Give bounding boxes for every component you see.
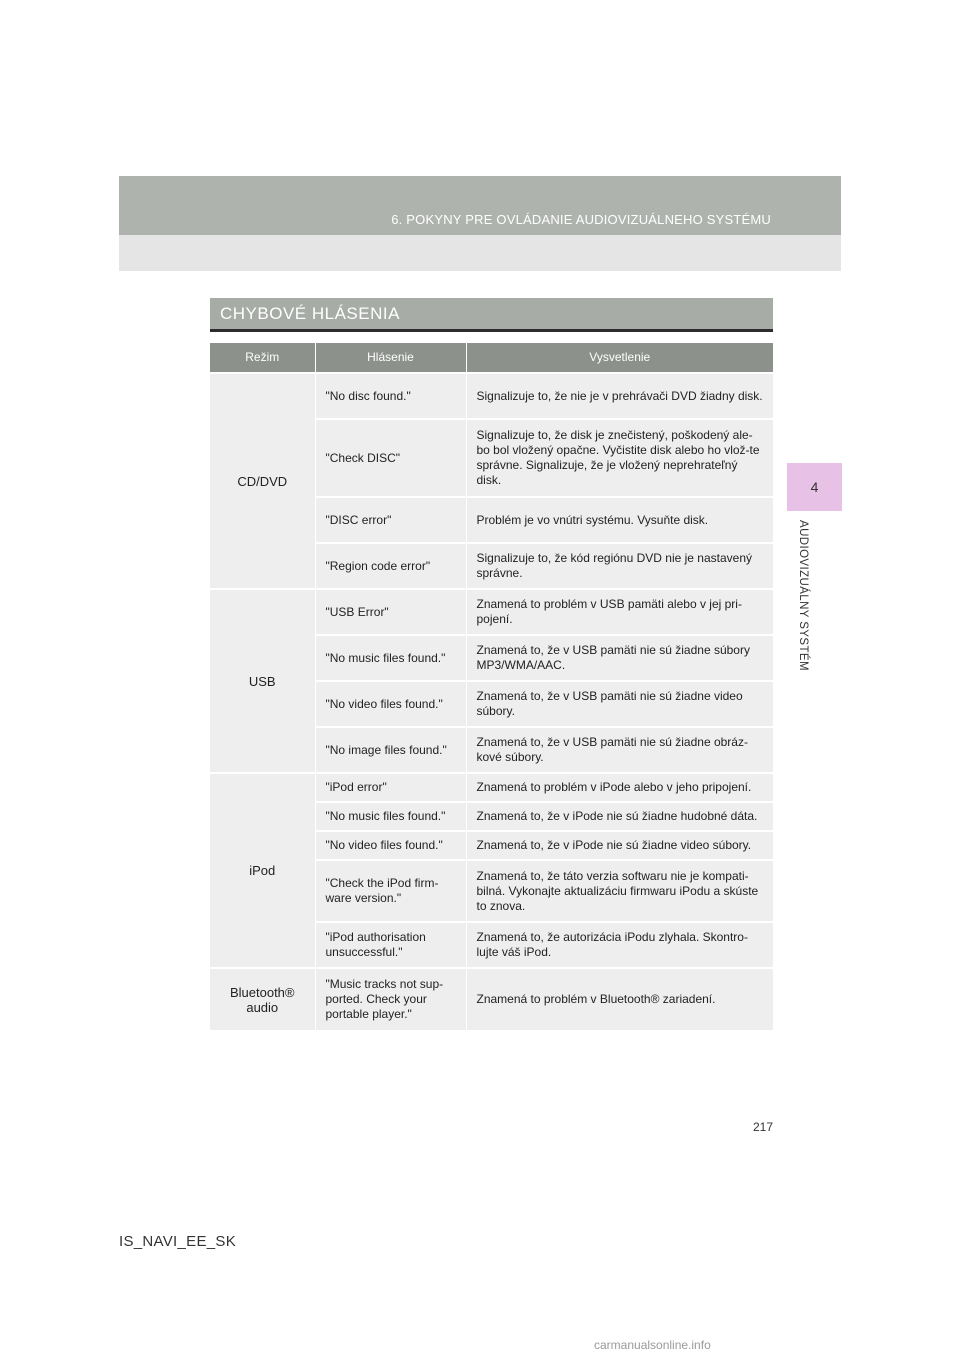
message-cell: "No music files found."	[315, 635, 466, 681]
table-row	[210, 773, 773, 802]
table-row	[210, 373, 773, 419]
mode-cell: CD/DVD	[210, 373, 315, 589]
explanation-cell: Znamená to, že v iPode nie sú žiadne video súbory.	[466, 831, 773, 860]
table-row	[210, 968, 773, 1030]
mode-cell: Bluetooth® audio	[210, 968, 315, 1030]
chapter-side-label: AUDIOVIZUÁLNY SYSTÉM	[797, 520, 809, 671]
message-cell: "No video files found."	[315, 681, 466, 727]
explanation-cell: Problém je vo vnútri systému. Vysuňte disk.	[466, 497, 773, 543]
message-cell: "iPod error"	[315, 773, 466, 802]
explanation-cell: Znamená to problém v Bluetooth® zariadení.	[466, 968, 773, 1030]
explanation-cell: Znamená to, že autorizácia iPodu zlyhala. Skontro-lujte váš iPod.	[466, 922, 773, 968]
table-header-row	[210, 343, 773, 373]
watermark: carmanualsonline.info	[594, 1338, 711, 1352]
message-cell: "DISC error"	[315, 497, 466, 543]
error-messages-table	[210, 343, 773, 1030]
message-cell: "No image files found."	[315, 727, 466, 773]
column-header-mode: Režim	[210, 343, 315, 373]
chapter-tab	[787, 463, 842, 511]
message-cell: "iPod authorisation unsuccessful."	[315, 922, 466, 968]
message-cell: "No disc found."	[315, 373, 466, 419]
explanation-cell: Znamená to problém v iPode alebo v jeho pripojení.	[466, 773, 773, 802]
chapter-title: 6. POKYNY PRE OVLÁDANIE AUDIOVIZUÁLNEHO SYSTÉMU	[391, 212, 771, 227]
explanation-cell: Znamená to, že v USB pamäti nie sú žiadne obráz-kové súbory.	[466, 727, 773, 773]
message-cell: "Check DISC"	[315, 419, 466, 497]
page-number: 217	[752, 1120, 773, 1134]
explanation-cell: Znamená to, že v iPode nie sú žiadne hudobné dáta.	[466, 802, 773, 831]
explanation-cell: Znamená to problém v USB pamäti alebo v jej pri-pojení.	[466, 589, 773, 635]
chapter-number: 4	[810, 479, 819, 495]
mode-cell: iPod	[210, 773, 315, 968]
header-bar	[119, 176, 841, 235]
column-header-message: Hlásenie	[315, 343, 466, 373]
message-cell: "Music tracks not sup-ported. Check your portable player."	[315, 968, 466, 1030]
explanation-cell: Znamená to, že táto verzia softwaru nie je kompati-bilná. Vykonajte aktualizáciu firmwaru iPodu a skúste to znova.	[466, 860, 773, 922]
message-cell: "No video files found."	[315, 831, 466, 860]
explanation-cell: Signalizuje to, že nie je v prehrávači DVD žiadny disk.	[466, 373, 773, 419]
table-row	[210, 589, 773, 635]
explanation-cell: Znamená to, že v USB pamäti nie sú žiadne video súbory.	[466, 681, 773, 727]
section-heading	[210, 298, 773, 332]
message-cell: "No music files found."	[315, 802, 466, 831]
message-cell: "USB Error"	[315, 589, 466, 635]
header-band	[119, 176, 841, 271]
message-cell: "Check the iPod firm-ware version."	[315, 860, 466, 922]
column-header-explanation: Vysvetlenie	[466, 343, 773, 373]
document-code: IS_NAVI_EE_SK	[119, 1233, 237, 1250]
explanation-cell: Signalizuje to, že kód regiónu DVD nie je nastavený správne.	[466, 543, 773, 589]
message-cell: "Region code error"	[315, 543, 466, 589]
explanation-cell: Signalizuje to, že disk je znečistený, poškodený ale-bo bol vložený opačne. Vyčistite disk alebo ho vlož-te správne. Signalizuje, že je vložený neprehrateľný disk.	[466, 419, 773, 497]
mode-cell: USB	[210, 589, 315, 773]
explanation-cell: Znamená to, že v USB pamäti nie sú žiadne súbory MP3/WMA/AAC.	[466, 635, 773, 681]
section-title: CHYBOVÉ HLÁSENIA	[220, 304, 400, 323]
